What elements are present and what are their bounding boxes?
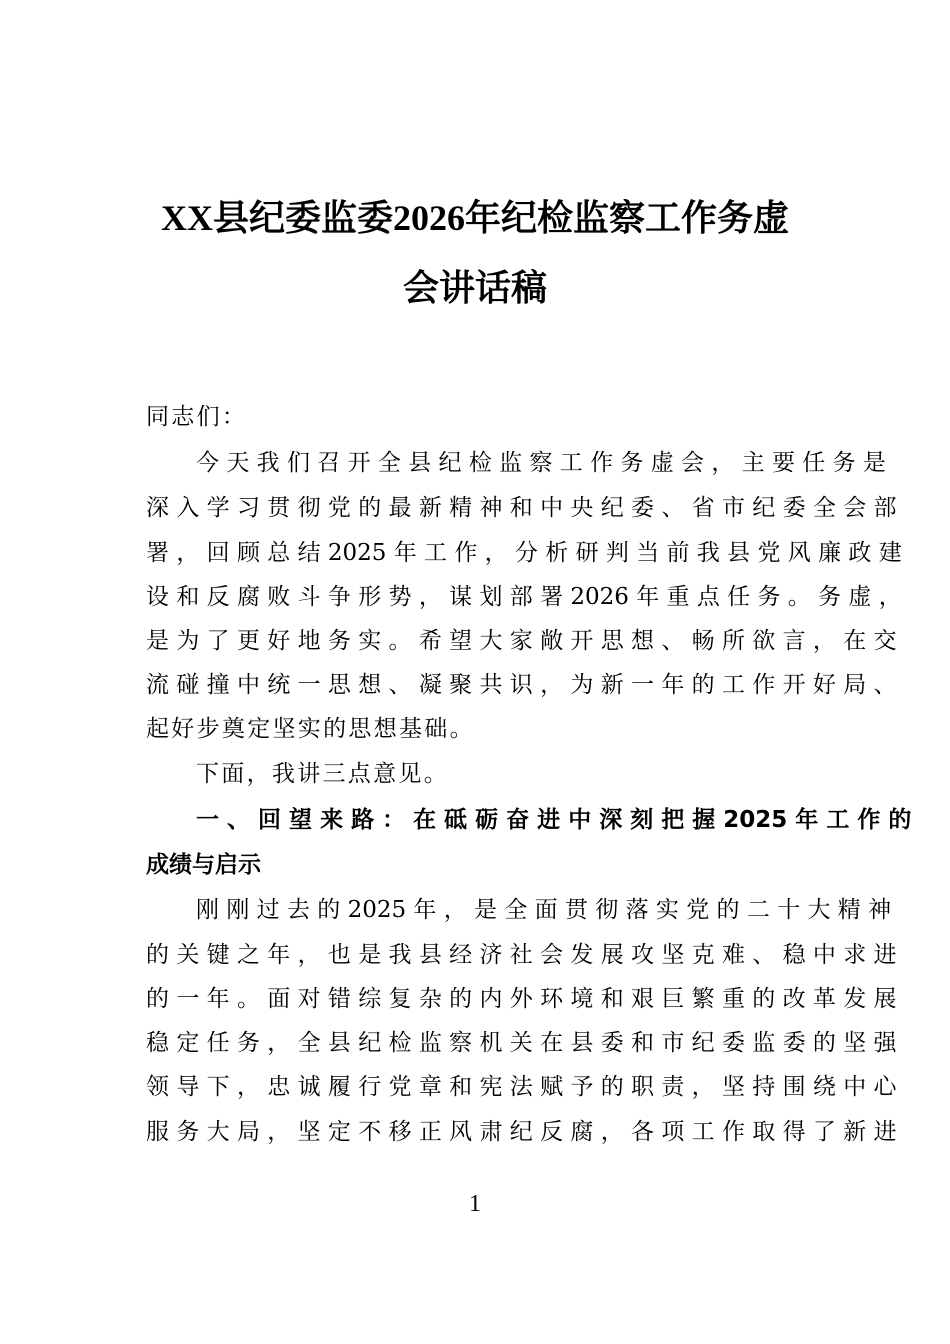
paragraph-2: 下面，我讲三点意见。 — [196, 761, 449, 787]
paragraph-3-line: 的 关 键 之 年 ， 也 是 我 县 经 济 社 会 发 展 攻 坚 克 难 、 稳 中 求 进 — [146, 942, 897, 968]
paragraph-1-line: 设 和 反 腐 败 斗 争 形 势 ， 谋 划 部 署 2026 年 重 点 任 务 。 务 虚 ， — [146, 584, 902, 610]
section-1-heading-line: 成绩与启示 — [146, 852, 261, 878]
page-number: 1 — [469, 1191, 481, 1217]
paragraph-3-line: 刚 刚 过 去 的 2025 年 ， 是 全 面 贯 彻 落 实 党 的 二 十 大 精 神 — [196, 897, 892, 923]
document-title-line-2: 会讲话稿 — [402, 268, 547, 308]
paragraph-1-line: 深 入 学 习 贯 彻 党 的 最 新 精 神 和 中 央 纪 委 、 省 市 纪 委 全 会 部 — [146, 495, 897, 521]
paragraph-3-line: 服 务 大 局 ， 坚 定 不 移 正 风 肃 纪 反 腐 ， 各 项 工 作 取 得 了 新 进 — [146, 1119, 897, 1145]
paragraph-3-line: 领 导 下 ， 忠 诚 履 行 党 章 和 宪 法 赋 予 的 职 责 ， 坚 持 围 绕 中 心 — [146, 1074, 897, 1100]
paragraph-1-line: 起好步奠定坚实的思想基础。 — [146, 716, 475, 742]
section-1-heading-line: 一 、 回 望 来 路 ： 在 砥 砺 奋 进 中 深 刻 把 握 2025 年 工 作 的 — [196, 807, 912, 833]
paragraph-3-line: 的 一 年 。 面 对 错 综 复 杂 的 内 外 环 境 和 艰 巨 繁 重 的 改 革 发 展 — [146, 986, 897, 1012]
paragraph-3-line: 稳 定 任 务 ， 全 县 纪 检 监 察 机 关 在 县 委 和 市 纪 委 监 委 的 坚 强 — [146, 1030, 897, 1056]
paragraph-1-line: 流 碰 撞 中 统 一 思 想 、 凝 聚 共 识 ， 为 新 一 年 的 工 作 开 好 局 、 — [146, 672, 897, 698]
paragraph-1-line: 署 ， 回 顾 总 结 2025 年 工 作 ， 分 析 研 判 当 前 我 县 党 风 廉 政 建 — [146, 540, 902, 566]
paragraph-1-line: 是 为 了 更 好 地 务 实 。 希 望 大 家 敞 开 思 想 、 畅 所 欲 言 ， 在 交 — [146, 628, 897, 654]
document-title-line-1: XX县纪委监委2026年纪检监察工作务虚 — [161, 198, 789, 238]
salutation: 同志们： — [146, 404, 248, 430]
paragraph-1-line: 今 天 我 们 召 开 全 县 纪 检 监 察 工 作 务 虚 会 ， 主 要 任 务 是 — [196, 450, 886, 476]
